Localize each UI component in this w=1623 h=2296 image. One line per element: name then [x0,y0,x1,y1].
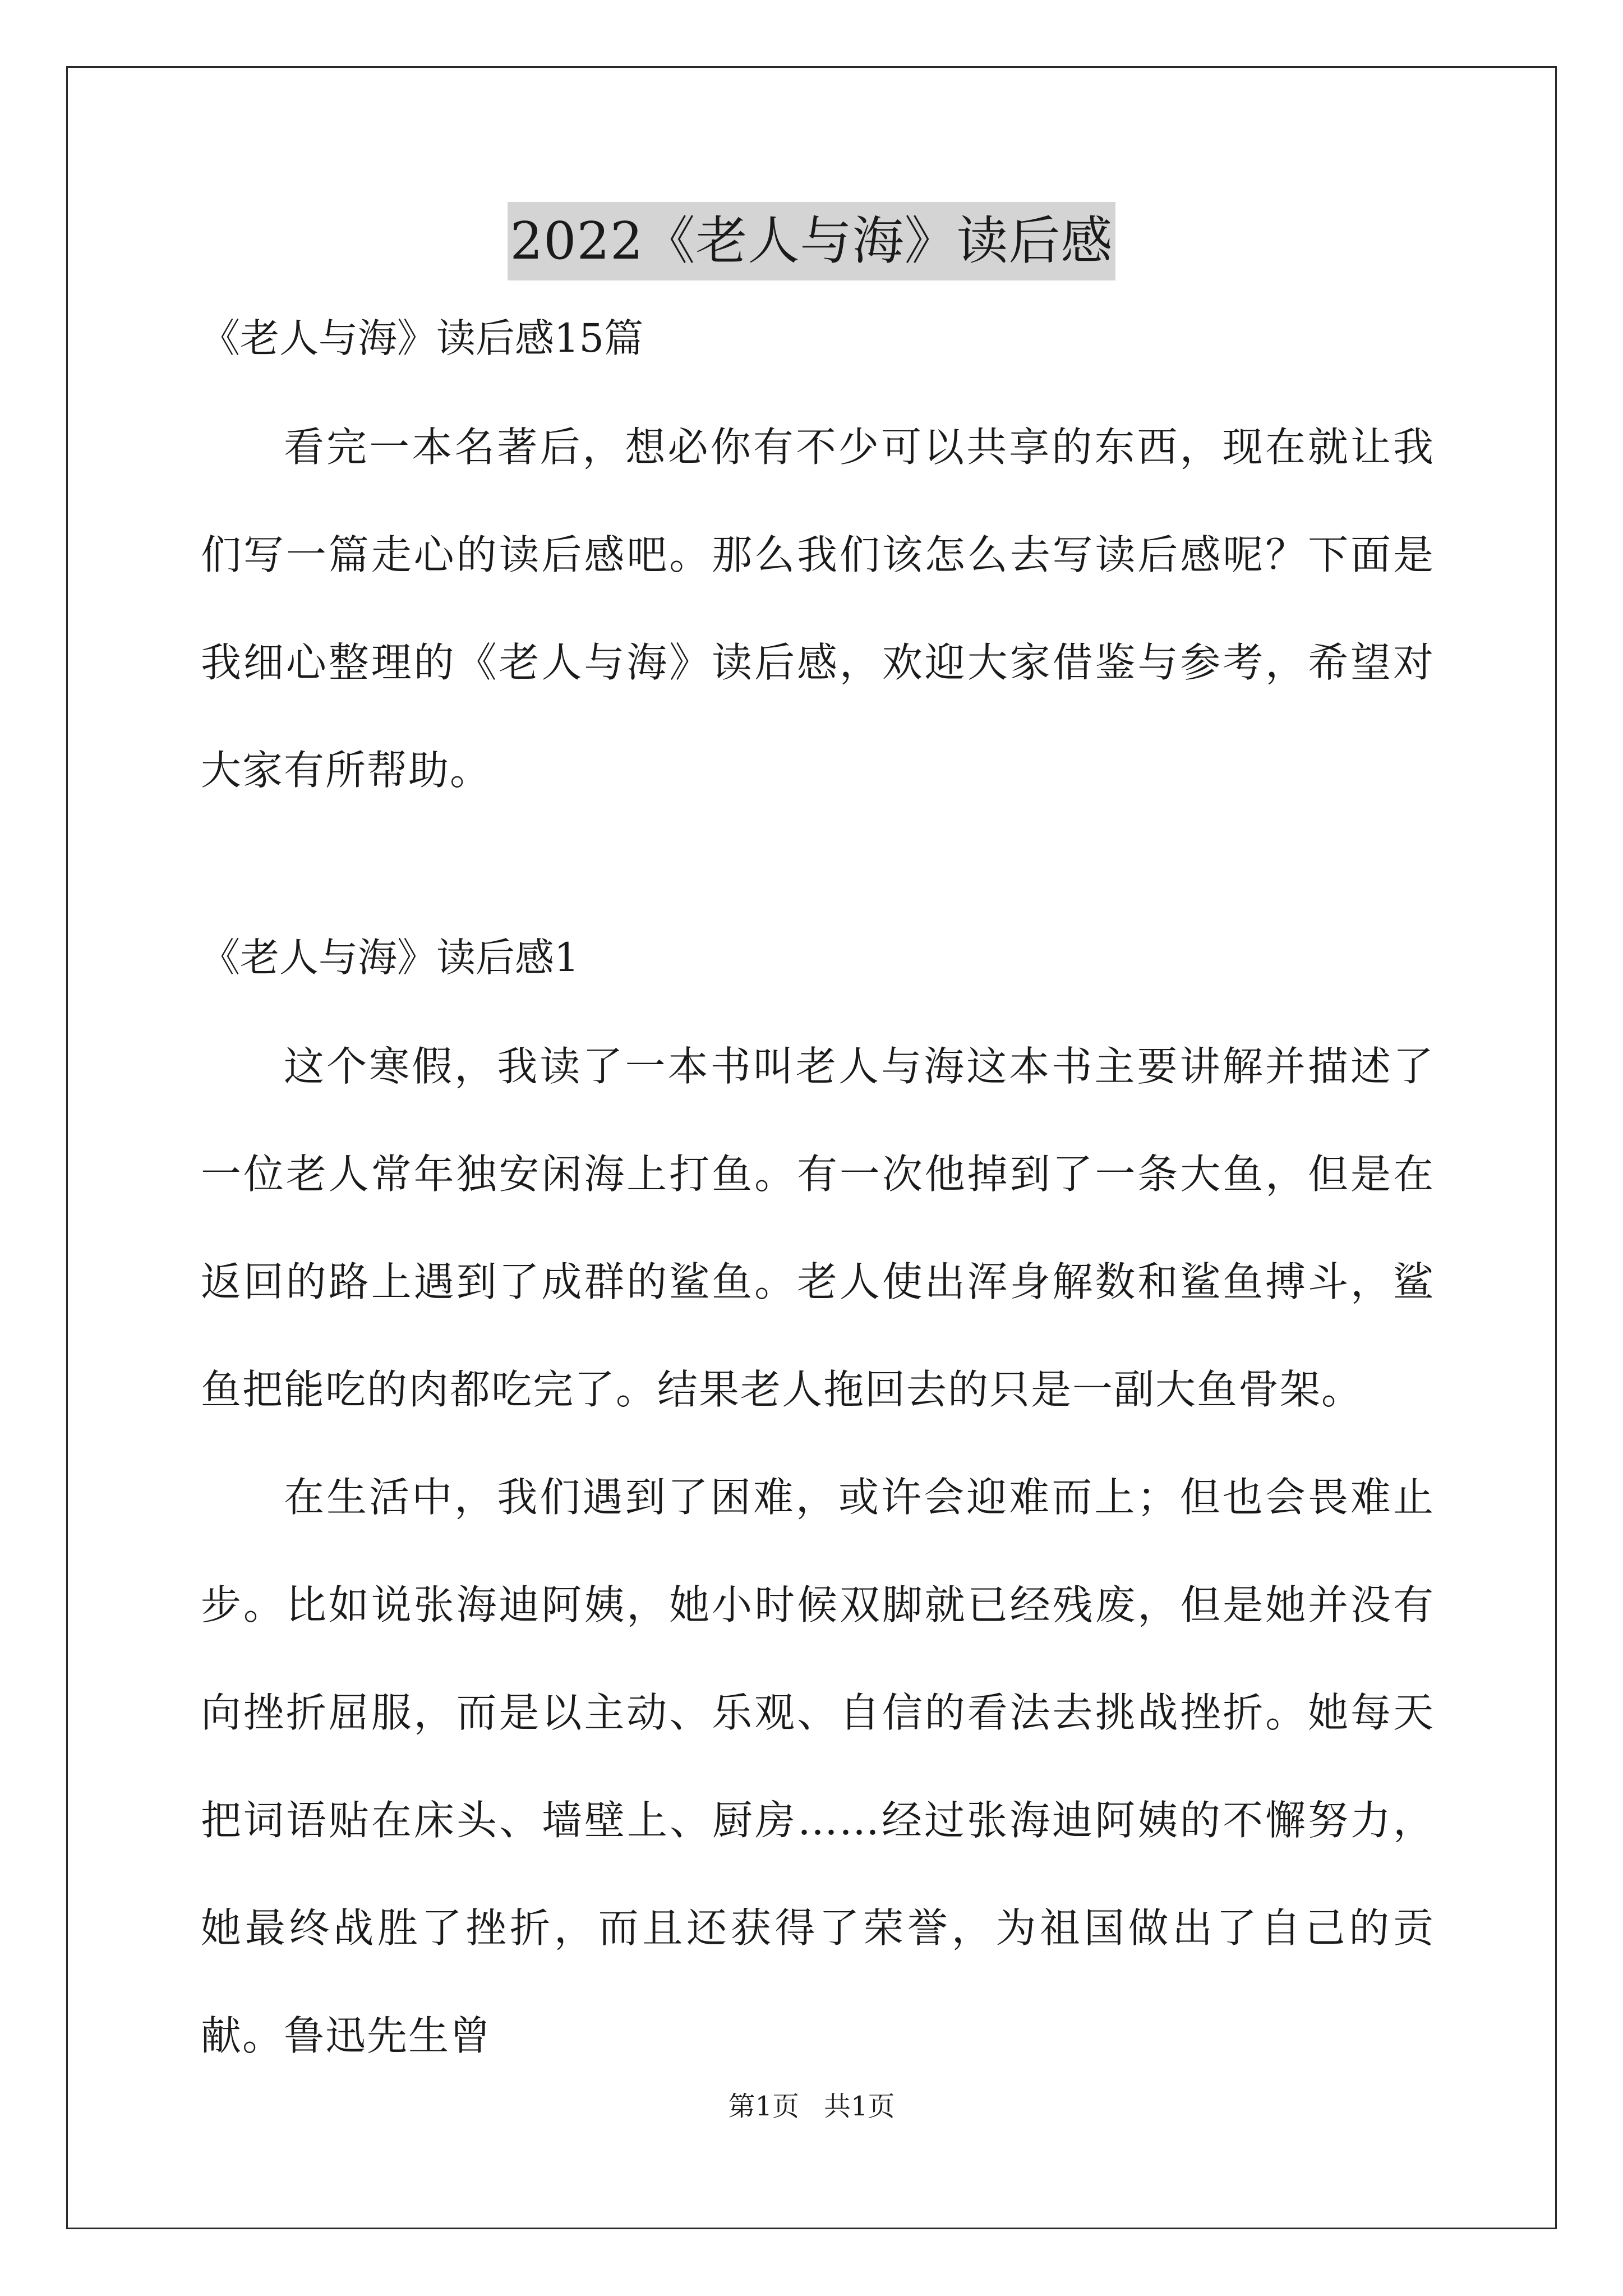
page-number-current: 第1页 [728,2091,799,2122]
page-footer [0,2090,1623,2123]
document-title-row [0,202,1623,280]
intro-paragraph: 看完一本名著后，想必你有不少可以共享的东西，现在就让我们写一篇走心的读后感吧。那么我们该怎么去写读后感呢？下面是我细心整理的《老人与海》读后感，欢迎大家借鉴与参考，希望对大家有所帮助。 [201,424,1435,794]
body-paragraph-1: 这个寒假，我读了一本书叫老人与海这本书主要讲解并描述了一位老人常年独安闲海上打鱼。有一次他掉到了一条大鱼，但是在返回的路上遇到了成群的鲨鱼。老人使出浑身解数和鲨鱼搏斗，鲨鱼把能吃的肉都吃完了。结果老人拖回去的只是一副大鱼骨架。 [201,1043,1435,1413]
section-heading: 《老人与海》读后感1 [201,935,579,981]
page-number-total: 共1页 [824,2091,895,2122]
document-title: 2022《老人与海》读后感 [508,202,1115,280]
document-body [201,311,1435,2090]
subtitle-heading: 《老人与海》读后感15篇 [201,315,644,361]
body-paragraph-2: 在生活中，我们遇到了困难，或许会迎难而上；但也会畏难止步。比如说张海迪阿姨，她小时候双脚就已经残废，但是她并没有向挫折屈服，而是以主动、乐观、自信的看法去挑战挫折。她每天把词语贴在床头、墙壁上、厨房……经过张海迪阿姨的不懈努力，她最终战胜了挫折，而且还获得了荣誉，为祖国做出了自己的贡献。鲁迅先生曾 [201,1474,1435,2059]
